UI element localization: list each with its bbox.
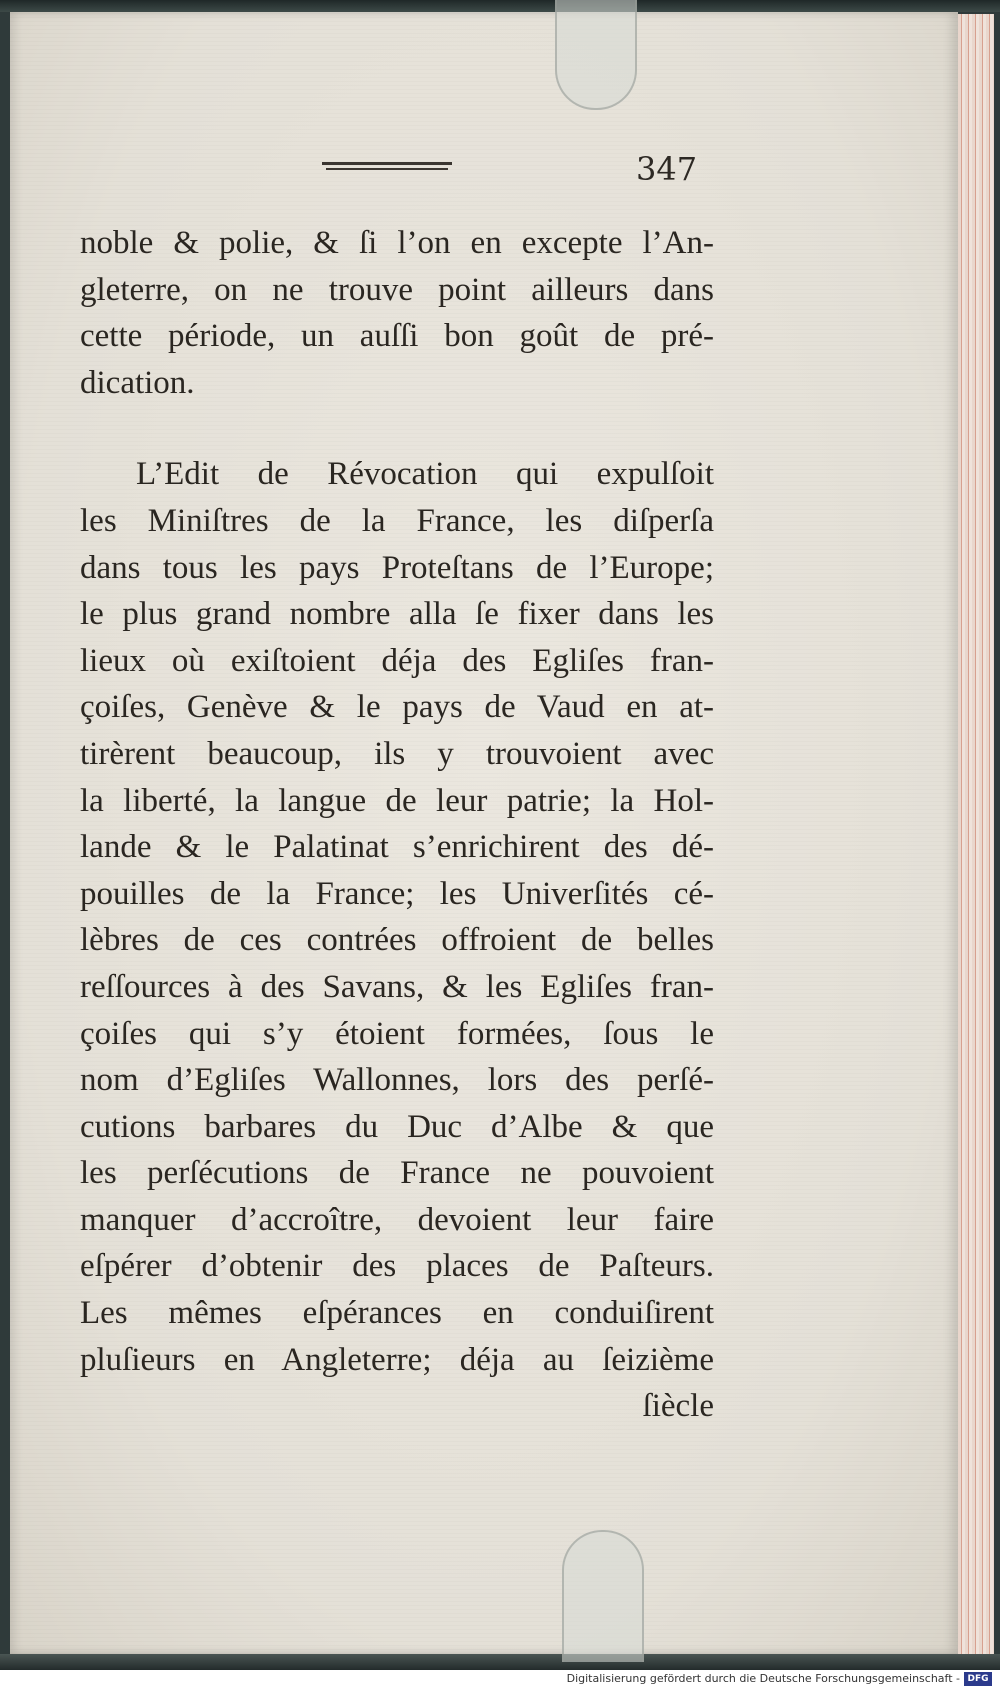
dfg-logo-icon: DFG	[964, 1672, 992, 1686]
paragraph-spacer	[80, 406, 714, 451]
text-line: çoiſes qui s’y étoient formées, ſous le	[80, 1015, 714, 1052]
text-line: çoiſes, Genève & le pays de Vaud en at-	[80, 689, 714, 726]
text-line: le plus grand nombre alla ſe fixer dans les	[80, 596, 714, 633]
book-cover-edge	[0, 0, 1000, 12]
text-line: reſſources à des Savans, & les Egliſes fran-	[80, 968, 714, 1005]
text-line: lieux où exiſtoient déja des Egliſes fran-	[80, 642, 714, 679]
book-cover-bottom	[0, 1654, 1000, 1670]
page-edges	[958, 14, 994, 1654]
text-line: noble & polie, & ſi l’on en excepte l’An-	[80, 225, 714, 261]
rule-line-top	[322, 162, 452, 165]
text-line: L’Edit de Révocation qui expulſoit	[136, 456, 714, 493]
header-rule-ornament	[322, 162, 452, 174]
catchword: ſiècle	[642, 1388, 714, 1425]
text-line: Les mêmes eſpérances en conduiſirent	[80, 1295, 714, 1332]
paragraph-1	[80, 220, 714, 406]
text-line: gleterre, on ne trouve point ailleurs dans	[80, 271, 714, 308]
text-line: manquer d’accroître, devoient leur faire	[80, 1201, 714, 1238]
text-line: dans tous les pays Proteſtans de l’Europe;	[80, 549, 714, 586]
page-number: 347	[636, 150, 698, 188]
text-line: lande & le Palatinat s’enrichirent des dé-	[80, 829, 714, 866]
page-clip-bottom	[562, 1530, 644, 1662]
text-line: eſpérer d’obtenir des places de Paſteurs.	[80, 1248, 714, 1285]
text-line: nom d’Egliſes Wallonnes, lors des perſé-	[80, 1062, 714, 1099]
text-line: les perſécutions de France ne pouvoient	[80, 1155, 714, 1192]
text-line: pouilles de la France; les Univerſités cé-	[80, 875, 714, 912]
footer-credit: Digitalisierung gefördert durch die Deutsche Forschungsgemeinschaft -	[566, 1672, 960, 1685]
text-line: lèbres de ces contrées offroient de belles	[80, 922, 714, 959]
text-line: les Miniſtres de la France, les diſperſa	[80, 502, 714, 539]
text-line: la liberté, la langue de leur patrie; la Hol-	[80, 782, 714, 819]
text-line: cutions barbares du Duc d’Albe & que	[80, 1108, 714, 1145]
body-text	[80, 220, 714, 1430]
text-line: pluſieurs en Angleterre; déja au ſeizième	[80, 1341, 714, 1378]
text-line: cette période, un auſſi bon goût de pré-	[80, 318, 714, 355]
text-line: dication.	[80, 364, 195, 401]
text-line: tirèrent beaucoup, ils y trouvoient avec	[80, 735, 714, 772]
paragraph-2	[80, 451, 714, 1383]
digitization-footer	[0, 1670, 1000, 1689]
rule-line-bottom	[326, 168, 448, 170]
page-clip-top	[555, 0, 637, 110]
